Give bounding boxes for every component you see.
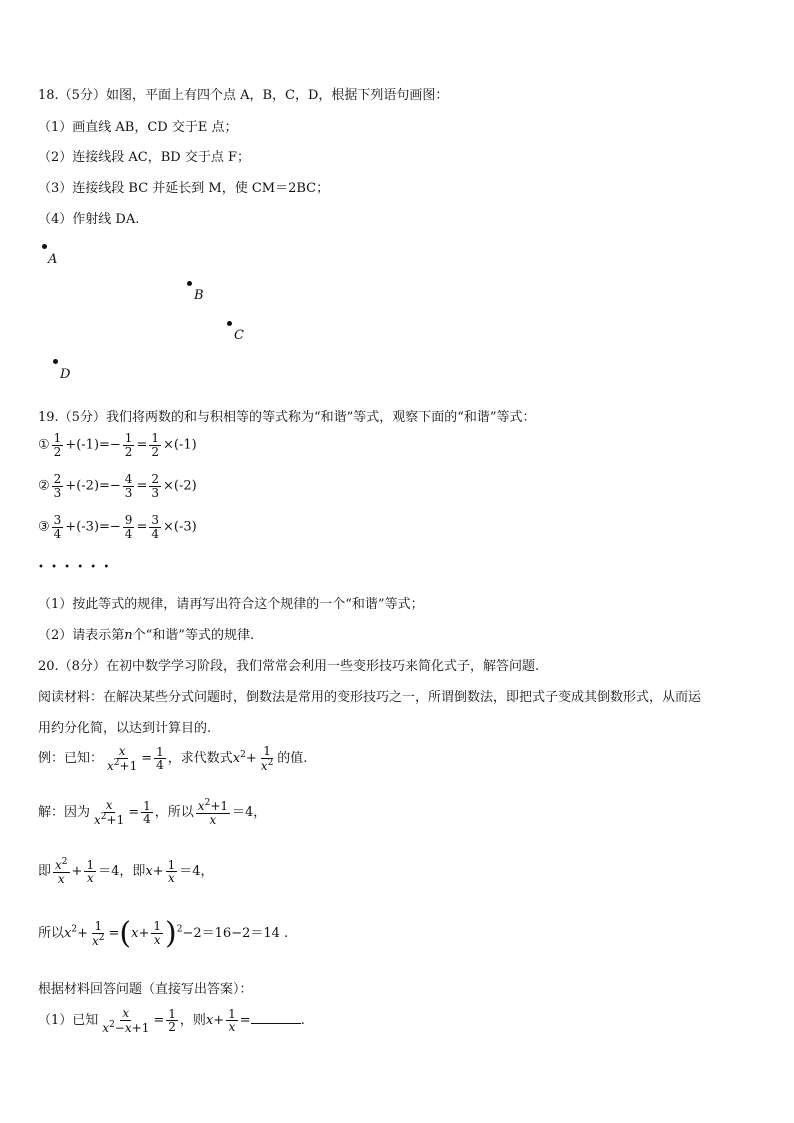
q20-answer-header: 根据材料回答问题（直接写出答案）： (38, 982, 253, 997)
eq-marker: ③ (38, 519, 50, 535)
q18-item-1: （1）画直线 AB，CD 交于E 点； (38, 120, 238, 135)
q20-reading-1: 阅读材料：在解决某些分式问题时，倒数法是常用的变形技巧之一，所谓倒数法，即把式子变成其倒数形式，从而运 (38, 690, 702, 705)
q18-item-4: （4）作射线 DA. (38, 212, 140, 227)
point-c-label: C (234, 328, 244, 343)
q19-header: 19.（5分）我们将两数的和与积相等的等式称为“和谐”等式，观察下面的“和谐”等式： (38, 410, 536, 425)
point-a-label: A (48, 252, 58, 267)
point-b-label: B (194, 288, 204, 303)
point-b-dot (187, 281, 192, 286)
q20-step-3: 所以$x^2+$ $\frac{1}{x^2}$ =(x+ $\frac{1}{x}$ )$^2$−2＝16−2＝14 . (38, 916, 289, 951)
q19-dots: • • • • • • (38, 562, 112, 573)
q18-header: 18.（5分）如图，平面上有四个点 A，B，C，D，根据下列语句画图： (38, 88, 449, 103)
point-c-dot (227, 321, 232, 326)
q20-step-2: 即 $\frac{x^2}{x}$ + $\frac{1}{x}$ ＝4，即x+ $\frac{1}{x}$ ＝4， (38, 857, 214, 886)
answer-blank[interactable] (251, 1011, 301, 1024)
point-d-label: D (60, 367, 71, 382)
q19-sub-2: （2）请表示第n个“和谐”等式的规律. (38, 628, 255, 643)
q19-sub-1: （1）按此等式的规律，请再写出符合这个规律的一个“和谐”等式； (38, 597, 424, 612)
point-a-dot (42, 244, 47, 249)
eq-marker: ② (38, 478, 50, 494)
q18-item-2: （2）连接线段 AC，BD 交于点 F； (38, 150, 250, 165)
q20-example: 例：已知： $\frac{x}{x^2+1}$ = $\frac{1}{4}$ ，求代数式$x^2+$ $\frac{1}{x^2}$ 的值. (38, 744, 308, 773)
q19-equation-2: ② $\frac{2}{3}$ +(-2)=− $\frac{4}{3}$ = $\frac{2}{3}$ ×(-2) (38, 472, 197, 500)
q20-problem-1: （1）已知 $\frac{x}{x^2-x+1}$ = $\frac{1}{2}$ ，则x+ $\frac{1}{x}$ = . (38, 1006, 305, 1035)
q19-equation-1: ① $\frac{1}{2}$ +(-1)=− $\frac{1}{2}$ = $\frac{1}{2}$ ×(-1) (38, 431, 197, 459)
point-d-dot (53, 359, 58, 364)
q20-reading-2: 用约分化简，以达到计算目的. (38, 721, 212, 736)
q20-header: 20.（8分）在初中数学学习阶段，我们常常会利用一些变形技巧来简化式子，解答问题. (38, 659, 540, 674)
q19-equation-3: ③ $\frac{3}{4}$ +(-3)=− $\frac{9}{4}$ = $\frac{3}{4}$ ×(-3) (38, 513, 197, 541)
q18-item-3: （3）连接线段 BC 并延长到 M，使 CM＝2BC； (38, 181, 330, 196)
eq-marker: ① (38, 437, 50, 453)
q20-solution: 解：因为 $\frac{x}{x^2+1}$ = $\frac{1}{4}$ ，所以 $\frac{x^2+1}{x}$ ＝4， (38, 798, 267, 827)
